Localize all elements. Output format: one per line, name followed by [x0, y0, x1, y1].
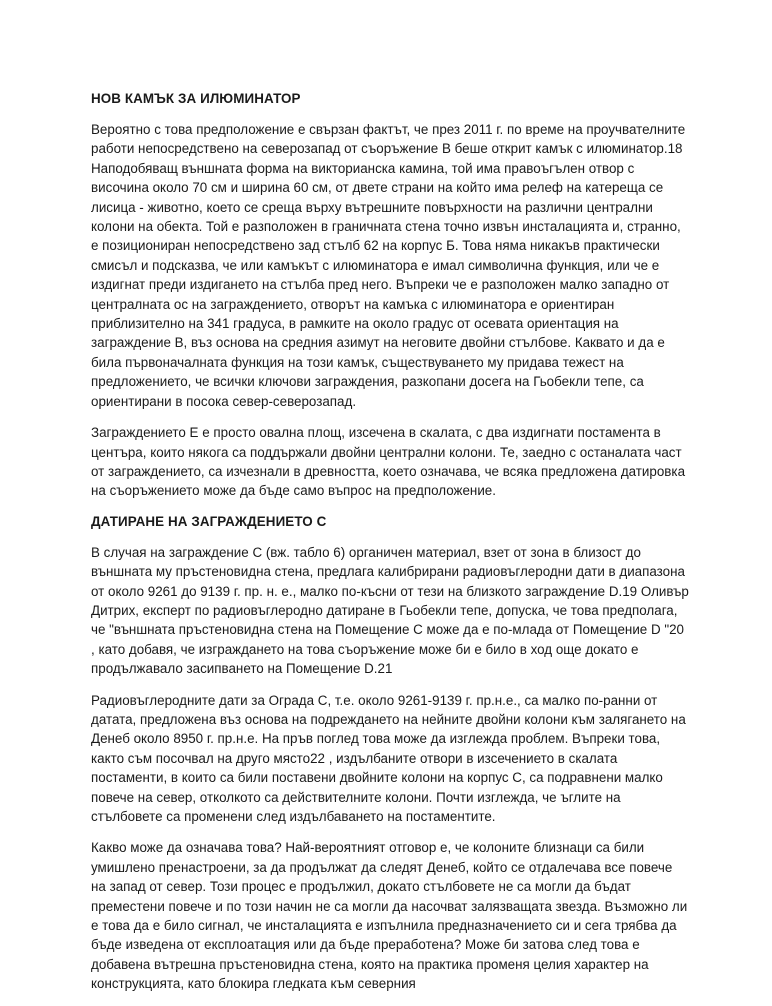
paragraph-illuminator-stone: Вероятно с това предположение е свързан фактът, че през 2011 г. по време на проучвателните работи непосредствено на северозапад от съоръжение B беше открит камък с илюминатор.18 Наподобяващ външната форма на викторианска камина, той има правоъгълен отвор с височина около 70 см и ширина 60 см, от двете страни на който има релеф на катереща се лисица - животно, което се среща върху вътрешните повърхности на различни централни колони на обекта. Той е разположен в граничната стена точно извън инсталацията и, странно, е позициониран непосредствено зад стълб 62 на корпус Б. Това няма никакъв практически смисъл и подсказва, че или камъкът с илюминатора е имал символична функция, или че е издигнат преди издигането на стълба пред него. Въпреки че е разположен малко западно от централната ос на заграждението, отворът на камъка с илюминатора е ориентиран приблизително на 341 градуса, в рамките на около градус от осевата ориентация на заграждение B, въз основа на средния азимут на неговите двойни стълбове. Каквато и да е била първоначалната функция на този камък, съществуването му придава тежест на предложението, че всички ключови заграждения, разкопани досега на Гьобекли тепе, са ориентирани в посока север-северозапад. [91, 122, 686, 409]
document-page [91, 90, 689, 1006]
paragraph-twin-pillars-realigned: Какво може да означава това? Най-вероятният отговор е, че колоните близнаци са били умишлено пренастроени, за да продължат да следят Денеб, който се отдалечава все повече на запад от север. Този процес е продължил, докато стълбовете не са могли да бъдат преместени повече и по този начин не са могли да насочват залязващата звезда. Възможно ли е това да е било сигнал, че инсталацията е изпълнила предназначението си и сега трябва да бъде изведена от експлоатация или да бъде преработена? Може би затова след това е добавена вътрешна пръстеновидна стена, която на практика променя целия характер на конструкцията, като блокира гледката към северния [91, 840, 688, 992]
section-heading-dating-enclosure-c: ДАТИРАНЕ НА ЗАГРАЖДЕНИЕТО C [91, 513, 327, 529]
paragraph-radiocarbon-dates: В случая на заграждение C (вж. табло 6) органичен материал, взет от зона в близост до външната му пръстеновидна стена, предлага калибрирани радиовъглеродни дати в диапазона от около 9261 до 9139 г. пр. н. е., малко по-късни от тези на близкото заграждение D.19 Оливър Дитрих, експерт по радиовъглеродно датиране в Гьобекли тепе, допуска, че това предполага, че "външната пръстеновидна стена на Помещение C може да е по-млада от Помещение D "20 , като добавя, че изграждането на това съоръжение може би е било в ход още докато е продължавало засипването на Помещение D.21 [91, 544, 689, 677]
paragraph-enclosure-e: Заграждението E е просто овална площ, изсечена в скалата, с два издигнати постамента в центъра, които някога са поддържали двойни централни колони. Те, заедно с останалата част от заграждението, са изчезнали в древността, което означава, че всяка предложена датировка на съоръжението може да бъде само въпрос на предположение. [91, 425, 686, 499]
section-heading-illuminator-stone: НОВ КАМЪК ЗА ИЛЮМИНАТОР [91, 91, 301, 106]
paragraph-deneb-alignment: Радиовъглеродните дати за Ограда C, т.е. около 9261-9139 г. пр.н.е., са малко по-ранни от датата, предложена въз основа на подреждането на нейните двойни колони към залягането на Денеб около 8950 г. пр.н.е. На пръв поглед това може да изглежда проблем. Въпреки това, както съм посочвал на друго място22 , издълбаните отвори в изсечението в скалата постаменти, в които са били поставени двойните колони на корпус C, са подравнени малко повече на север, отколкото са действителните колони. Почти изглежда, че ъглите на стълбовете са променени след издълбаването на постаментите. [91, 692, 686, 824]
